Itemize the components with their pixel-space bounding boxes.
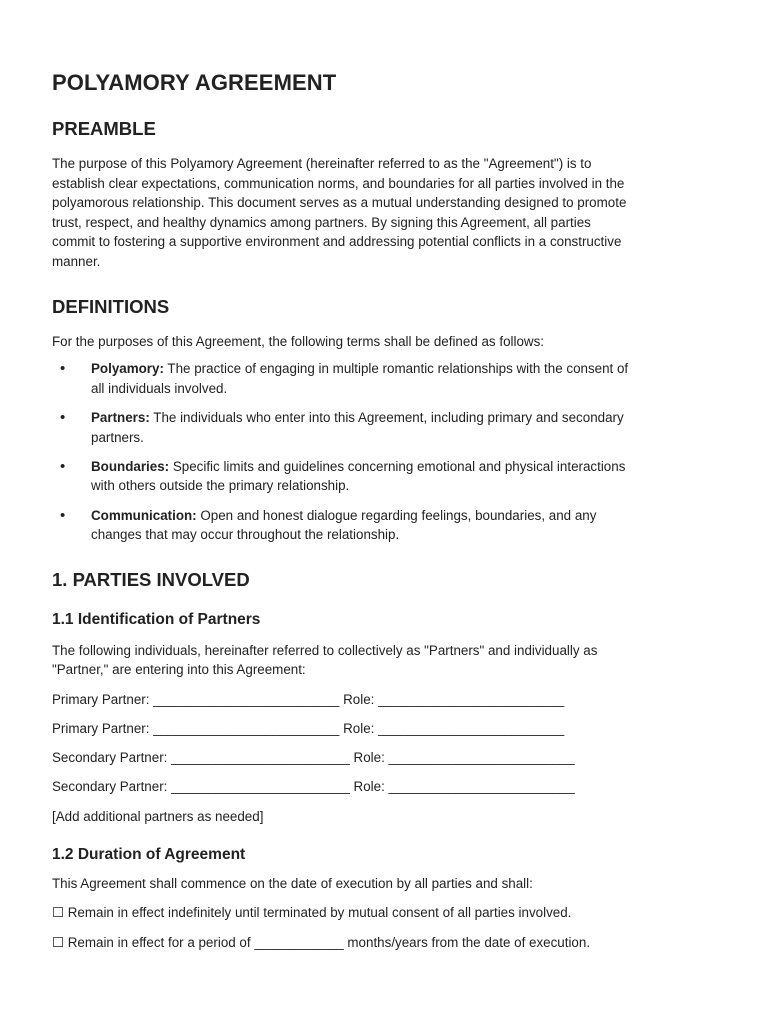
preamble-line: establish clear expectations, communication norms, and boundaries for all parties involved in the xyxy=(52,175,625,191)
identification-heading: 1.1 Identification of Partners xyxy=(52,610,261,628)
duration-heading: 1.2 Duration of Agreement xyxy=(52,846,246,864)
definitions-heading: DEFINITIONS xyxy=(52,295,170,317)
definition-item xyxy=(52,408,718,447)
definition-text: all individuals involved. xyxy=(91,380,228,396)
definition-text: Open and honest dialogue regarding feelings, boundaries, and any xyxy=(196,507,597,523)
definition-term: Boundaries: xyxy=(91,458,170,474)
duration-intro: This Agreement shall commence on the date of execution by all parties and shall: xyxy=(52,876,533,892)
preamble-line: trust, respect, and healthy dynamics among partners. By signing this Agreement, all parties xyxy=(52,214,591,230)
definition-text: partners. xyxy=(91,429,144,445)
bullet-icon: • xyxy=(60,408,66,426)
identification-intro xyxy=(52,641,718,680)
duration-option-label: Remain in effect indefinitely until terminated by mutual consent of all parties involved. xyxy=(64,905,572,921)
bullet-icon: • xyxy=(60,457,66,475)
definition-term: Polyamory: xyxy=(91,361,164,377)
definitions-intro: For the purposes of this Agreement, the following terms shall be defined as follows: xyxy=(52,333,544,349)
partner-row-secondary-2[interactable]: Secondary Partner: ________________________ Role: _________________________ xyxy=(52,779,575,795)
partner-row-primary-1[interactable]: Primary Partner: _________________________ Role: _________________________ xyxy=(52,691,565,707)
partner-row-secondary-1[interactable]: Secondary Partner: ________________________ Role: _________________________ xyxy=(52,750,575,766)
definitions-list xyxy=(52,359,718,545)
definition-item xyxy=(52,457,718,496)
definition-text: with others outside the primary relationship. xyxy=(91,478,350,494)
preamble-line: manner. xyxy=(52,253,101,269)
definition-item xyxy=(52,359,718,398)
preamble-paragraph xyxy=(52,154,718,272)
definition-text: Specific limits and guidelines concerning emotional and physical interactions xyxy=(169,458,626,474)
additional-partners-note: [Add additional partners as needed] xyxy=(52,808,264,824)
definition-text: changes that may occur throughout the relationship. xyxy=(91,527,400,543)
definition-term: Communication: xyxy=(91,507,197,523)
preamble-line: The purpose of this Polyamory Agreement (hereinafter referred to as the "Agreement") is to xyxy=(52,156,592,171)
identification-intro-line: The following individuals, hereinafter referred to collectively as "Partners" and individually as xyxy=(52,642,598,658)
definition-term: Partners: xyxy=(91,409,150,425)
bullet-icon: • xyxy=(60,360,66,378)
bullet-icon: • xyxy=(60,506,66,524)
document-title: POLYAMORY AGREEMENT xyxy=(52,70,337,95)
definition-text: The practice of engaging in multiple romantic relationships with the consent of xyxy=(163,361,629,377)
preamble-line: polyamorous relationship. This document serves as a mutual understanding designed to promote xyxy=(52,195,627,211)
definition-text: The individuals who enter into this Agreement, including primary and secondary xyxy=(149,409,624,425)
duration-option-label: Remain in effect for a period of ____________ months/years from the date of execution. xyxy=(64,934,591,950)
duration-option-indefinite[interactable] xyxy=(52,903,718,923)
partner-row-primary-2[interactable]: Primary Partner: _________________________ Role: _________________________ xyxy=(52,721,565,737)
checkbox-icon[interactable]: ☐ xyxy=(52,934,65,950)
definition-item xyxy=(52,506,718,545)
preamble-line: commit to fostering a supportive environment and addressing potential conflicts in a constructive xyxy=(52,234,622,250)
checkbox-icon[interactable]: ☐ xyxy=(52,905,65,921)
preamble-heading: PREAMBLE xyxy=(52,118,156,139)
duration-option-fixed-period[interactable] xyxy=(52,933,718,953)
identification-intro-line: "Partner," are entering into this Agreement: xyxy=(52,662,306,678)
parties-heading: 1. PARTIES INVOLVED xyxy=(52,568,250,590)
